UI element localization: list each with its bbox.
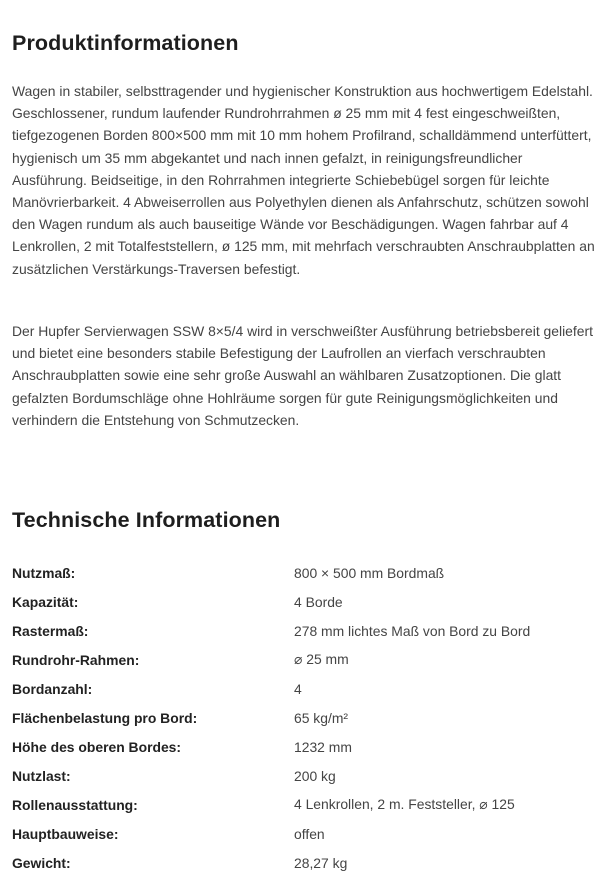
spec-row-kapazitaet [12,587,602,616]
spec-row-gewicht [12,848,602,877]
spec-label: Nutzmaß: [12,564,76,581]
tech-spec-table [12,558,602,877]
spec-row-rollenausstattung [12,790,602,819]
product-summary-paragraph: Der Hupfer Servierwagen SSW 8×5/4 wird in verschweißter Ausführung betriebsbereit geliefert und bietet eine besonders stabile Befestigung der Laufrollen an vierfach verschraubten Anschraubplatten sowie eine sehr große Auswahl an wählbaren Zusatzoptionen. Die glatt gefalzten Bordumschläge ohne Hohlräume sorgen für gute Reinigungsmöglichkeiten und verhindern die Entstehung von Schmutzecken. [12,323,593,428]
spec-label: Rastermaß: [12,622,89,639]
spec-value: 4 Lenkrollen, 2 m. Feststeller, ⌀ 125 [294,796,515,812]
spec-label: Hauptbauweise: [12,825,119,842]
spec-label: Nutzlast: [12,767,71,784]
spec-label: Rundrohr-Rahmen: [12,651,140,668]
spec-row-nutzmass [12,558,602,587]
spec-row-rastermass [12,616,602,645]
spec-label: Höhe des oberen Bordes: [12,738,182,755]
spec-label: Rollenausstattung: [12,796,138,813]
tech-info-title: Technische Informationen [12,508,281,532]
spec-row-hoehe-oberes-bord [12,732,602,761]
spec-value: offen [294,825,325,842]
spec-value: 200 kg [294,767,336,784]
spec-value: 65 kg/m² [294,709,349,726]
spec-label: Gewicht: [12,854,71,871]
spec-row-rundrohr-rahmen [12,645,602,674]
spec-row-nutzlast [12,761,602,790]
spec-value: ⌀ 25 mm [294,651,349,667]
spec-label: Flächenbelastung pro Bord: [12,709,198,726]
spec-row-hauptbauweise [12,819,602,848]
spec-value: 278 mm lichtes Maß von Bord zu Bord [294,622,531,639]
spec-row-bordanzahl [12,674,602,703]
product-description-paragraph: Wagen in stabiler, selbsttragender und hygienischer Konstruktion aus hochwertigem Edelstahl. Geschlossener, rundum laufender Rundrohrrahmen ø 25 mm mit 4 fest eingeschweißten, tiefgezogenen Borden 800×500 mm mit 10 mm hohem Profilrand, schalldämmend unterfüttert, hygienisch um 35 mm abgekantet und nach innen gefalzt, in reinigungsfreundlicher Ausführung. Beidseitige, in den Rohrrahmen integrierte Schiebebügel sorgen für leichte Manövrierbarkeit. 4 Abweiserrollen aus Polyethylen dienen als Anfahrschutz, schützen sowohl den Wagen rundum als auch bauseitige Wände vor Beschädigungen. Wagen fahrbar auf 4 Lenkrollen, 2 mit Totalfeststellern, ø 125 mm, mit mehrfach verschraubten Anschraubplatten an zusätzlichen Verstärkungs-Traversen befestigt. [12,83,595,277]
spec-value: 4 [294,680,302,697]
spec-value: 28,27 kg [294,854,348,871]
product-info-title: Produktinformationen [12,31,239,55]
spec-label: Bordanzahl: [12,680,93,697]
spec-row-flaechenbelastung [12,703,602,732]
spec-value: 4 Borde [294,593,343,610]
spec-label: Kapazität: [12,593,79,610]
spec-value: 800 × 500 mm Bordmaß [294,564,445,581]
spec-value: 1232 mm [294,738,352,755]
